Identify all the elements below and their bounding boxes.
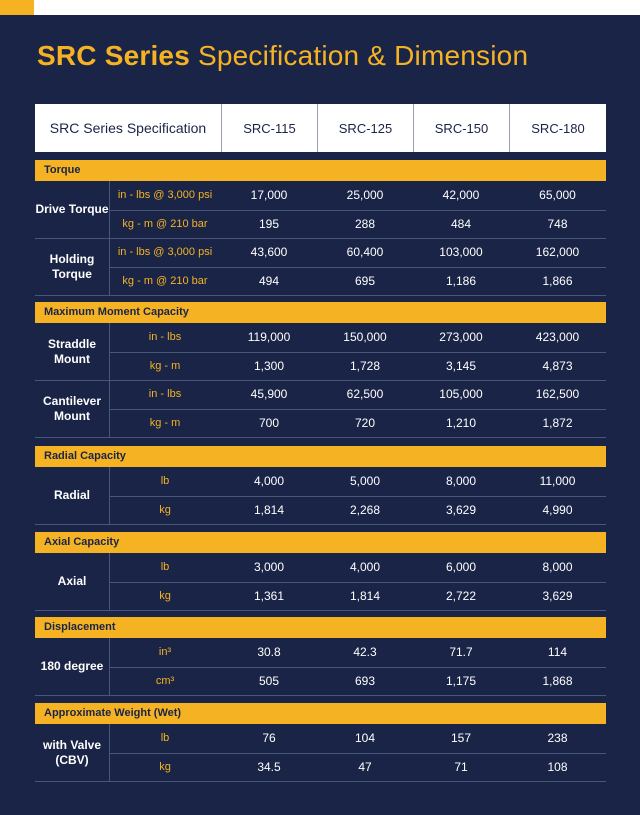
- value-cell: 45,900: [250, 387, 288, 402]
- value-cell: 700: [258, 416, 280, 431]
- value-cell: 60,400: [346, 245, 384, 260]
- value-cell: 65,000: [539, 188, 576, 203]
- value-cell: 288: [354, 216, 376, 231]
- value-cell: 1,814: [349, 588, 381, 603]
- value-cell: 494: [258, 274, 280, 289]
- header-model: SRC-150: [413, 104, 509, 152]
- value-cell: 25,000: [346, 188, 384, 203]
- section-header: Radial Capacity: [35, 446, 606, 467]
- value-cell: 505: [258, 673, 280, 688]
- value-cell: 3,145: [445, 358, 477, 373]
- section-header: Approximate Weight (Wet): [35, 703, 606, 724]
- unit-label: in - lbs: [148, 331, 182, 344]
- group-label: Holding Torque: [49, 251, 95, 281]
- value-cell: 5,000: [349, 474, 381, 489]
- group-label: Axial: [57, 574, 87, 589]
- value-cell: 42.3: [353, 645, 377, 660]
- unit-label: lb: [160, 561, 170, 574]
- value-cell: 1,175: [445, 673, 477, 688]
- value-cell: 71.7: [449, 645, 473, 660]
- value-cell: 114: [547, 645, 568, 660]
- value-cell: 195: [258, 216, 280, 231]
- value-cell: 1,361: [253, 588, 285, 603]
- group-label: Drive Torque: [35, 202, 109, 217]
- section-header: Maximum Moment Capacity: [35, 302, 606, 323]
- top-accent: [0, 0, 34, 15]
- value-cell: 1,300: [253, 358, 285, 373]
- value-cell: 1,186: [445, 274, 477, 289]
- value-cell: 104: [354, 731, 376, 746]
- header-label: SRC Series Specification: [49, 120, 207, 136]
- value-cell: 484: [450, 216, 472, 231]
- group-label: Cantilever Mount: [42, 393, 102, 423]
- value-cell: 748: [547, 216, 568, 231]
- value-cell: 4,000: [253, 474, 285, 489]
- value-cell: 1,866: [542, 274, 573, 289]
- section-header: Torque: [35, 160, 606, 181]
- title-rest: Specification & Dimension: [189, 40, 529, 71]
- group-label: Radial: [53, 488, 90, 503]
- value-cell: 4,000: [349, 560, 381, 575]
- value-cell: 34.5: [257, 759, 281, 774]
- row-divider: [35, 610, 606, 611]
- value-cell: 103,000: [439, 245, 483, 260]
- value-cell: 2,722: [445, 588, 477, 603]
- value-cell: 3,629: [542, 588, 573, 603]
- value-cell: 119,000: [247, 330, 291, 345]
- row-divider: [35, 781, 606, 782]
- value-cell: 162,500: [535, 387, 580, 402]
- value-cell: 17,000: [250, 188, 288, 203]
- value-cell: 238: [547, 731, 568, 746]
- unit-label: kg: [159, 760, 171, 773]
- value-cell: 3,629: [445, 502, 477, 517]
- unit-label: kg - m @ 210 bar: [122, 275, 208, 288]
- unit-label: lb: [160, 732, 170, 745]
- value-cell: 108: [547, 759, 568, 774]
- value-cell: 423,000: [535, 330, 580, 345]
- value-cell: 1,728: [349, 358, 381, 373]
- unit-label: kg - m: [149, 359, 181, 372]
- unit-label: kg: [159, 589, 171, 602]
- value-cell: 8,000: [445, 474, 477, 489]
- value-cell: 693: [354, 673, 376, 688]
- row-divider: [35, 695, 606, 696]
- unit-label: in - lbs @ 3,000 psi: [117, 189, 213, 202]
- unit-label: lb: [160, 475, 170, 488]
- row-divider: [35, 437, 606, 438]
- value-cell: 76: [262, 731, 276, 746]
- value-cell: 1,868: [542, 673, 573, 688]
- value-cell: 43,600: [250, 245, 288, 260]
- page-title: [37, 40, 528, 72]
- section-header: Axial Capacity: [35, 532, 606, 553]
- value-cell: 157: [450, 731, 472, 746]
- value-cell: 273,000: [439, 330, 483, 345]
- value-cell: 6,000: [445, 560, 477, 575]
- spec-table-header: [35, 104, 606, 152]
- value-cell: 1,814: [253, 502, 285, 517]
- title-bold: SRC Series: [37, 40, 190, 71]
- row-divider: [35, 295, 606, 296]
- value-cell: 150,000: [343, 330, 387, 345]
- unit-label: kg - m @ 210 bar: [122, 217, 208, 230]
- value-cell: 1,872: [542, 416, 573, 431]
- value-cell: 30.8: [257, 645, 281, 660]
- section-header: Displacement: [35, 617, 606, 638]
- unit-label: in³: [158, 646, 172, 659]
- value-cell: 11,000: [539, 474, 576, 489]
- header-model: SRC-180: [509, 104, 606, 152]
- header-model: SRC-125: [317, 104, 413, 152]
- value-cell: 3,000: [253, 560, 285, 575]
- value-cell: 4,990: [542, 502, 573, 517]
- row-divider: [35, 524, 606, 525]
- value-cell: 4,873: [542, 358, 573, 373]
- unit-label: kg - m: [149, 417, 181, 430]
- value-cell: 162,000: [535, 245, 580, 260]
- unit-label: in - lbs @ 3,000 psi: [117, 246, 213, 259]
- value-cell: 720: [354, 416, 376, 431]
- value-cell: 105,000: [439, 387, 483, 402]
- value-cell: 47: [358, 759, 372, 774]
- value-cell: 8,000: [542, 560, 573, 575]
- unit-label: in - lbs: [148, 388, 182, 401]
- value-cell: 695: [354, 274, 376, 289]
- group-label: Straddle Mount: [47, 336, 96, 366]
- unit-label: cm³: [155, 674, 175, 687]
- top-bar: [0, 0, 640, 15]
- value-cell: 1,210: [445, 416, 477, 431]
- value-cell: 42,000: [442, 188, 480, 203]
- unit-label: kg: [159, 503, 171, 516]
- value-cell: 71: [454, 759, 468, 774]
- value-cell: 62,500: [346, 387, 384, 402]
- group-label: 180 degree: [40, 659, 104, 674]
- value-cell: 2,268: [349, 502, 381, 517]
- header-model: SRC-115: [221, 104, 317, 152]
- group-label: with Valve (CBV): [42, 737, 102, 767]
